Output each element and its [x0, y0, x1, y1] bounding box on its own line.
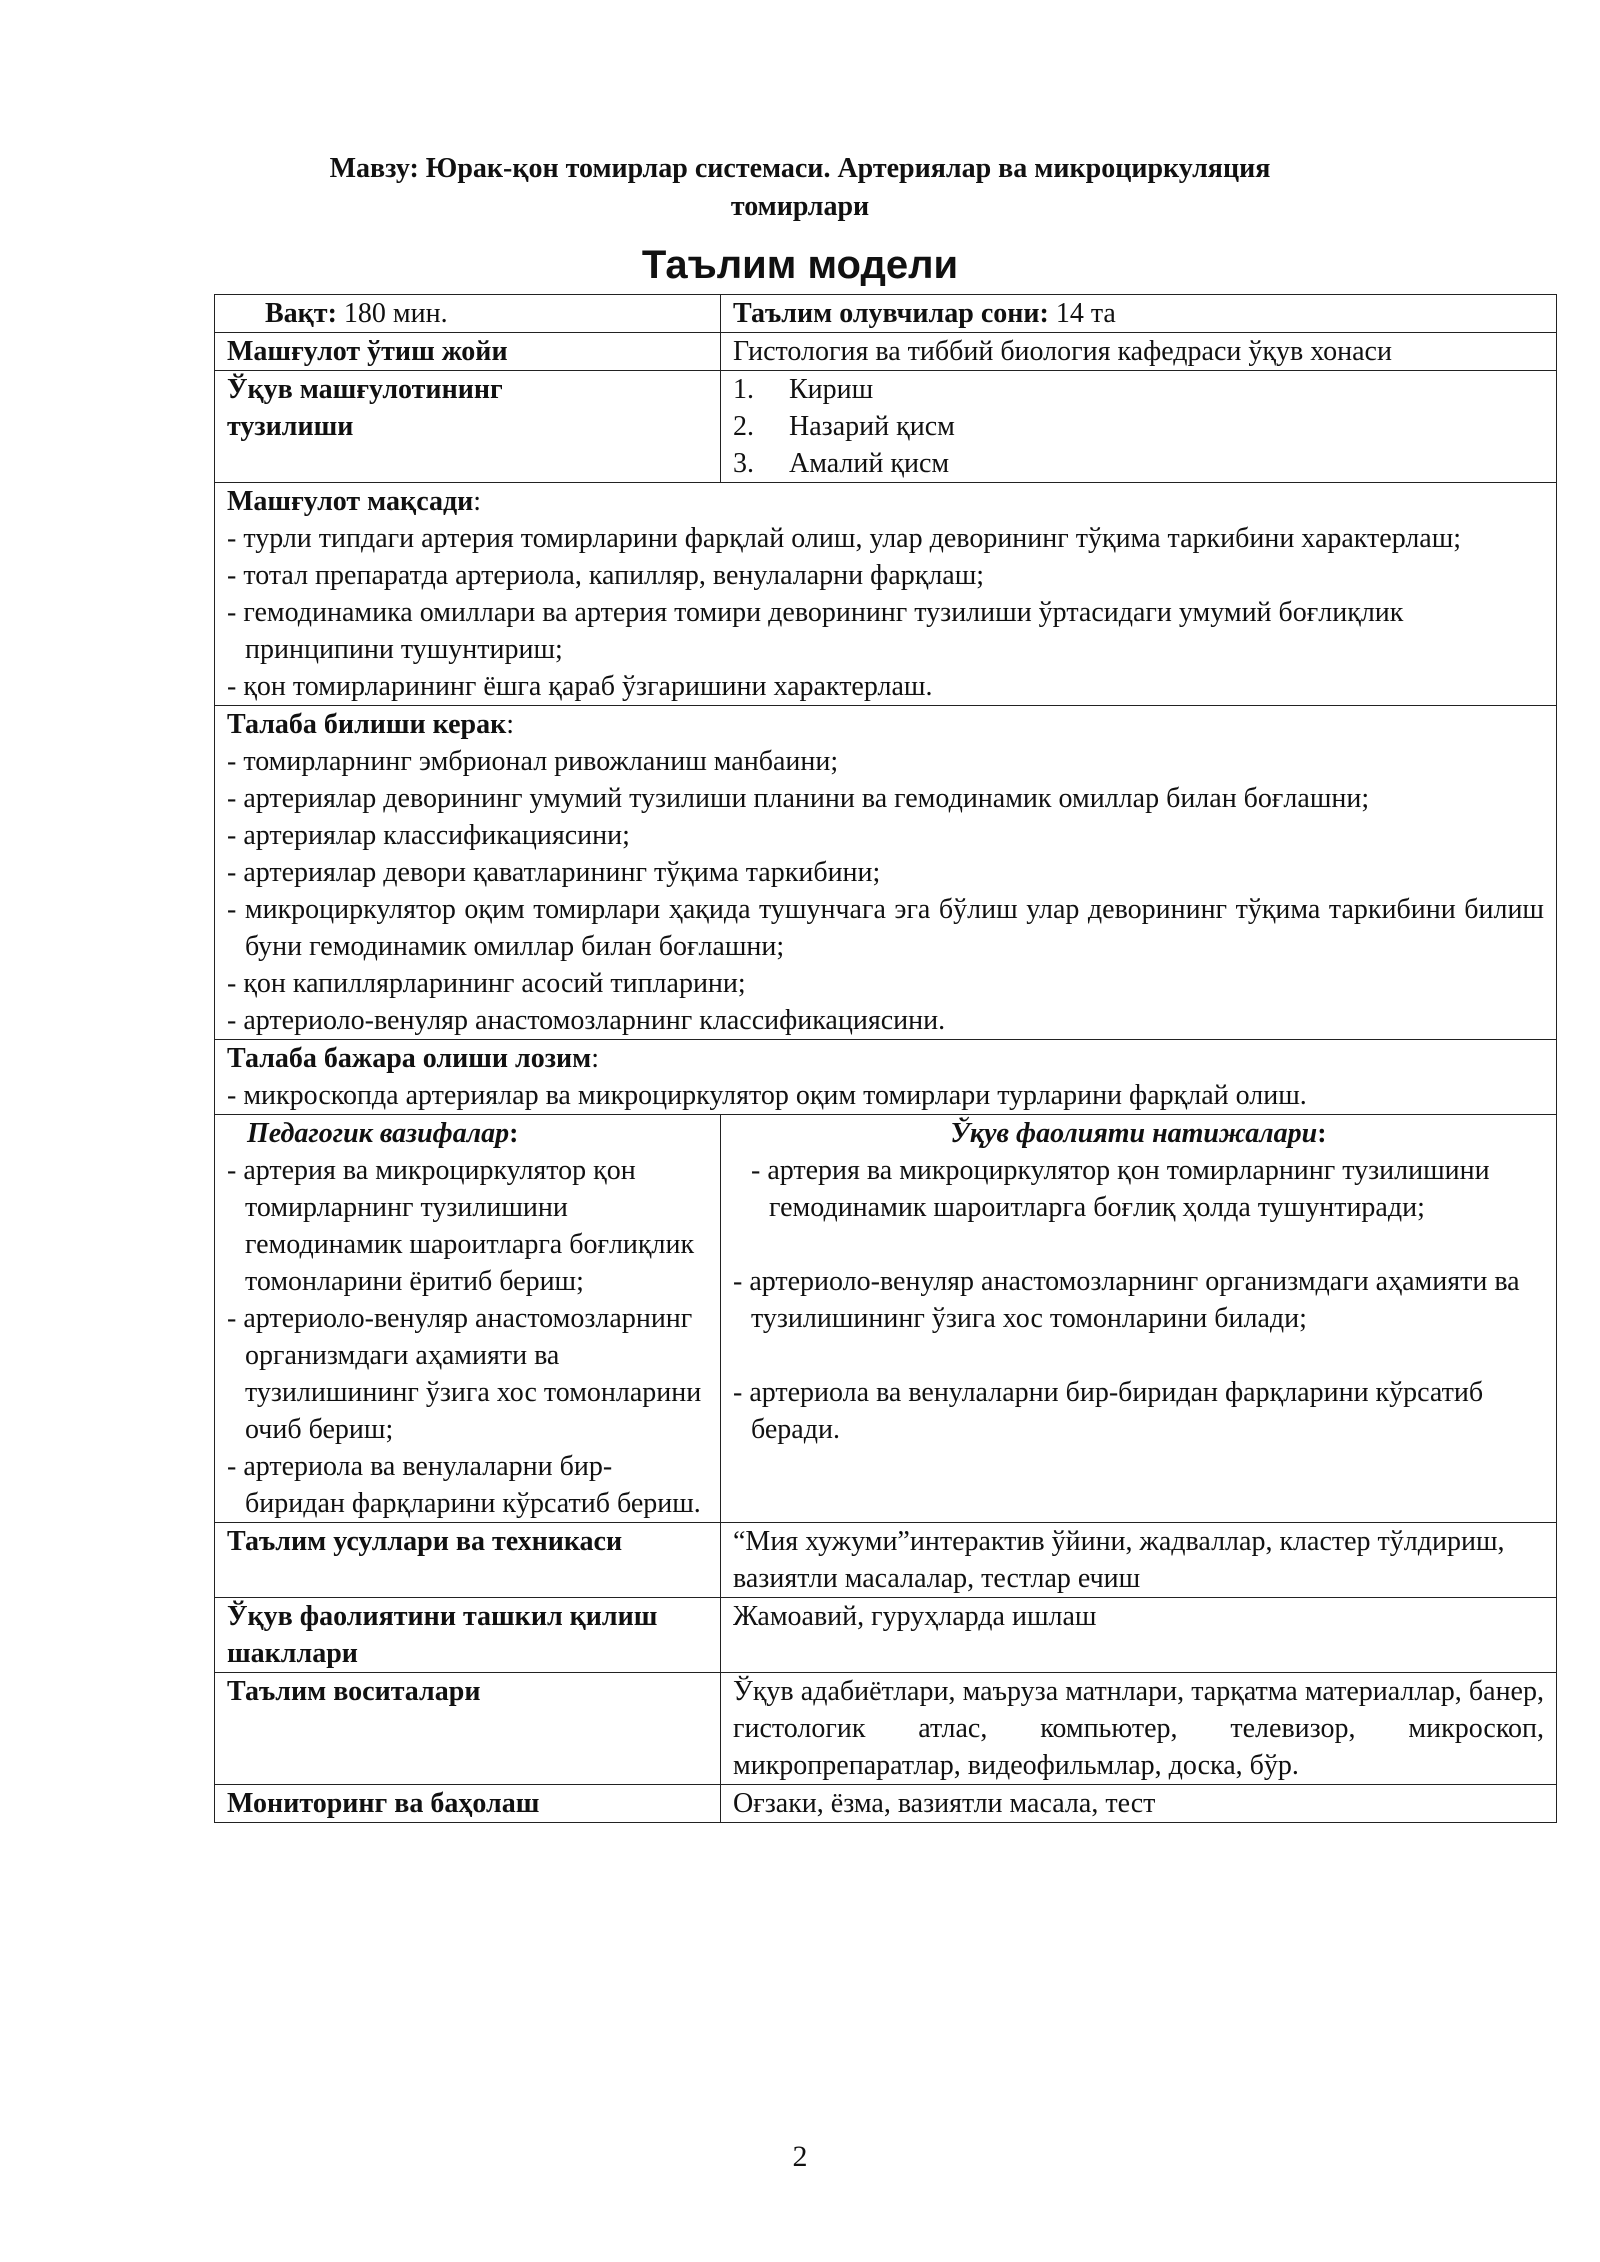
- structure-cell: [721, 371, 1557, 483]
- do-cell: Талаба бажара олиши лозим: - микроскопда артериялар ва микроциркулятор оқим томирлари турларини фарқлай олиш.: [215, 1040, 1557, 1115]
- pedagogical-tasks-cell: Педагогик вазифалар: - артерия ва микроциркулятор қон томирларнинг тузилишини гемодинамик шароитларга боғлиқлик томонларини ёритиб бериш; - артериоло-венуляр анастомозларнинг организмдаги аҳамияти ва тузилишининг ўзига хос томонларини очиб бериш; - артериола ва венулаларни бир-биридан фарқларини кўрсатиб бериш.: [215, 1115, 721, 1523]
- monitor-row: [215, 1785, 1557, 1823]
- goal-item: - қон томирларининг ёшга қараб ўзгаришини характерлаш.: [227, 671, 933, 702]
- time-value: 180 мин.: [343, 298, 448, 329]
- methods-label: Таълим усуллари ва техникаси: [215, 1523, 721, 1598]
- do-item: - микроскопда артериялар ва микроциркулятор оқим томирлари турларини фарқлай олиш.: [227, 1080, 1307, 1111]
- place-row: [215, 333, 1557, 371]
- means-label: Таълим воситалари: [215, 1673, 721, 1785]
- do-row: [215, 1040, 1557, 1115]
- students-label: Таълим олувчилар сони:: [733, 298, 1049, 329]
- means-row: [215, 1673, 1557, 1785]
- learning-results-cell: Ўқув фаолияти натижалари: - артерия ва микроциркулятор қон томирларнинг тузилишини гемодинамик шароитларга боғлиқ ҳолда тушунтиради; - артериоло-венуляр анастомозларнинг организмдаги аҳамияти ва тузилишининг ўзига хос томонларини билади; - артериола ва венулаларни бир-биридан фарқларини кўрсатиб беради.: [721, 1115, 1557, 1523]
- know-item: - артериоло-венуляр анастомозларнинг классификациясини.: [227, 1005, 946, 1036]
- means-value: Ўқув адабиётлари, маъруза матнлари, тарқатма материаллар, банер, гистологик атлас, компьютер, телевизор, микроскоп, микропрепаратлар, видеофильмлар, доска, бўр.: [721, 1673, 1557, 1785]
- know-item: - томирларнинг эмбрионал ривожланиш манбаини;: [227, 746, 839, 777]
- students-value: 14 та: [1055, 298, 1116, 329]
- students-cell: [721, 295, 1557, 333]
- place-value: Гистология ва тиббий биология кафедраси ўқув хонаси: [721, 333, 1557, 371]
- structure-label: Ўқув машғулотининг тузилиши: [215, 371, 721, 483]
- know-item: - артериялар деворининг умумий тузилиши планини ва гемодинамик омиллар билан боғлашни;: [227, 783, 1370, 814]
- goal-item: - турли типдаги артерия томирларини фарқлай олиш, улар деворининг тўқима таркибини характерлаш;: [227, 523, 1462, 554]
- goal-cell: Машғулот мақсади: - турли типдаги артерия томирларини фарқлай олиш, улар деворининг тўқима таркибини характерлаш; - тотал препаратда артериола, капилляр, венулаларни фарқлаш; - гемодинамика омиллари ва артерия томири деворининг тузилиши ўртасидаги умумий боғлиқлик принципини тушунтириш; - қон томирларининг ёшга қараб ўзгаришини характерлаш.: [215, 483, 1557, 706]
- monitor-value: Оғзаки, ёзма, вазиятли масала, тест: [721, 1785, 1557, 1823]
- know-item: - артериялар классификациясини;: [227, 820, 630, 851]
- page-number: 2: [792, 2140, 808, 2173]
- methods-value: “Мия хужуми”интерактив ўйини, жадваллар, кластер тўлдириш, вазиятли масалалар, тестлар ечиш: [721, 1523, 1557, 1598]
- know-item: - артериялар девори қаватларининг тўқима таркибини;: [227, 857, 881, 888]
- education-model-table: [214, 294, 1557, 1823]
- res-item: - артерия ва микроциркулятор қон томирларнинг тузилишини гемодинамик шароитларга боғлиқ ҳолда тушунтиради;: [751, 1155, 1490, 1223]
- structure-list: [733, 371, 1544, 482]
- ped-item: - артерия ва микроциркулятор қон томирларнинг тузилишини гемодинамик шароитларга боғлиқлик томонларини ёритиб бериш;: [227, 1155, 695, 1297]
- know-item: - микроциркулятор оқим томирлари ҳақида тушунчага эга бўлиш улар деворининг тўқима таркибини билиш буни гемодинамик омиллар билан боғлашни;: [227, 894, 1544, 962]
- goal-item: - гемодинамика омиллари ва артерия томири деворининг тузилиши ўртасидаги умумий боғлиқлик принципини тушунтириш;: [227, 597, 1404, 665]
- time-cell: [215, 295, 721, 333]
- ped-item: - артериола ва венулаларни бир-биридан фарқларини кўрсатиб бериш.: [227, 1451, 701, 1519]
- forms-value: Жамоавий, гуруҳларда ишлаш: [721, 1598, 1557, 1673]
- model-title: Таълим модели: [641, 243, 959, 287]
- structure-row: [215, 371, 1557, 483]
- goal-item: - тотал препаратда артериола, капилляр, венулаларни фарқлаш;: [227, 560, 985, 591]
- time-label: Вақт:: [265, 298, 337, 329]
- goal-label: Машғулот мақсади: [227, 486, 474, 517]
- tasks-results-row: [215, 1115, 1557, 1523]
- structure-item: 1. Кириш: [733, 374, 874, 405]
- structure-item: 2. Назарий қисм: [733, 411, 955, 442]
- know-item: - қон капиллярларининг асосий типларини;: [227, 968, 746, 999]
- methods-row: [215, 1523, 1557, 1598]
- res-item: - артериола ва венулаларни бир-биридан фарқларини кўрсатиб беради.: [733, 1377, 1484, 1445]
- monitor-label: Мониторинг ва баҳолаш: [215, 1785, 721, 1823]
- ped-label: Педагогик вазифалар: [247, 1118, 510, 1149]
- know-cell: Талаба билиши керак: - томирларнинг эмбрионал ривожланиш манбаини; - артериялар деворининг умумий тузилиши планини ва гемодинамик омиллар билан боғлашни; - артериялар классификациясини; - артериялар девори қаватларининг тўқима таркибини; - микроциркулятор оқим томирлари ҳақида тушунчага эга бўлиш улар деворининг тўқима таркибини билиш буни гемодинамик омиллар билан боғлашни; - қон капиллярларининг асосий типларини; - артериоло-венуляр анастомозларнинг классификациясини.: [215, 706, 1557, 1040]
- structure-item: 3. Амалий қисм: [733, 448, 950, 479]
- do-label: Талаба бажара олиши лозим: [227, 1043, 592, 1074]
- ped-item: - артериоло-венуляр анастомозларнинг организмдаги аҳамияти ва тузилишининг ўзига хос томонларини очиб бериш;: [227, 1303, 702, 1445]
- topic-line-2: томирлари: [730, 191, 870, 222]
- goal-row: [215, 483, 1557, 706]
- time-row: [215, 295, 1557, 333]
- document-topic: [0, 150, 1600, 226]
- topic-line-1: Мавзу: Юрак-қон томирлар системаси. Артериялар ва микроциркуляция: [329, 153, 1271, 184]
- res-item: - артериоло-венуляр анастомозларнинг организмдаги аҳамияти ва тузилишининг ўзига хос томонларини билади;: [733, 1266, 1520, 1334]
- res-label: Ўқув фаолияти натижалари: [950, 1118, 1318, 1149]
- forms-row: [215, 1598, 1557, 1673]
- place-label: Машғулот ўтиш жойи: [215, 333, 721, 371]
- know-label: Талаба билиши керак: [227, 709, 507, 740]
- know-row: [215, 706, 1557, 1040]
- forms-label: Ўқув фаолиятини ташкил қилиш шакллари: [215, 1598, 721, 1673]
